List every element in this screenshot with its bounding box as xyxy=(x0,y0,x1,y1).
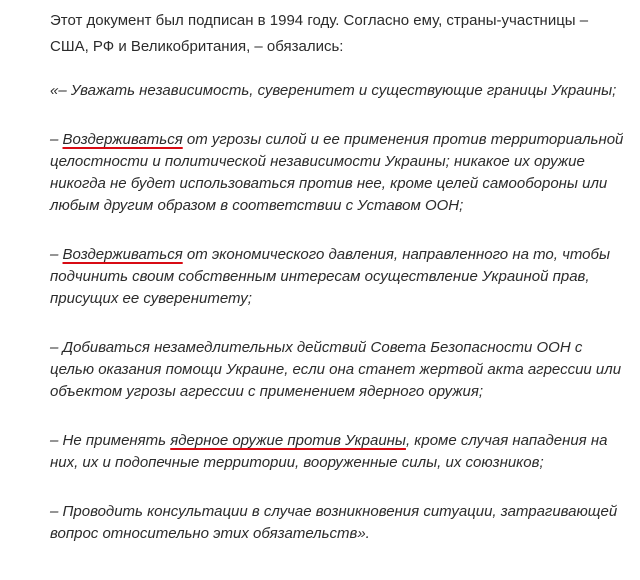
red-underlined-phrase: ядерное оружие против Украины xyxy=(170,432,406,449)
commitment-item-5 xyxy=(50,430,630,474)
item-text: от экономического давления, направленного на то, чтобы подчинить своим собственным интересам осуществление Украиной прав, присущих ее суверенитету; xyxy=(50,246,610,307)
red-underlined-phrase: Воздерживаться xyxy=(62,246,183,263)
commitment-item-6: – Проводить консультации в случае возникновения ситуации, затрагивающей вопрос относительно этих обязательств». xyxy=(50,503,618,542)
item-prefix: – xyxy=(50,246,63,263)
red-underlined-phrase: Воздерживаться xyxy=(62,131,183,148)
item-prefix: – xyxy=(50,131,63,148)
intro-paragraph: Этот документ был подписан в 1994 году. Согласно ему, страны-участницы – США, РФ и Великобритания, – обязались: xyxy=(50,12,589,55)
commitment-item-4: – Добиваться незамедлительных действий Совета Безопасности ООН с целью оказания помощи Украине, если она станет жертвой акта агрессии или объектом угрозы агрессии с применением ядерного оружия; xyxy=(50,339,622,400)
document-body xyxy=(50,8,630,572)
item-prefix: – Не применять xyxy=(50,432,171,449)
item-text: от угрозы силой и ее применения против территориальной целостности и политической независимости Украины; никакое их оружие никогда не будет использоваться против нее, кроме целей самообороны или любым другим образом в соответствии с Уставом ООН; xyxy=(50,131,624,214)
commitment-item-1: «– Уважать независимость, суверенитет и существующие границы Украины; xyxy=(50,82,617,99)
commitment-item-2 xyxy=(50,129,630,217)
commitment-item-3 xyxy=(50,244,630,310)
item-text: , кроме случая нападения на них, их и подопечные территории, вооруженные силы, их союзников; xyxy=(50,432,608,471)
